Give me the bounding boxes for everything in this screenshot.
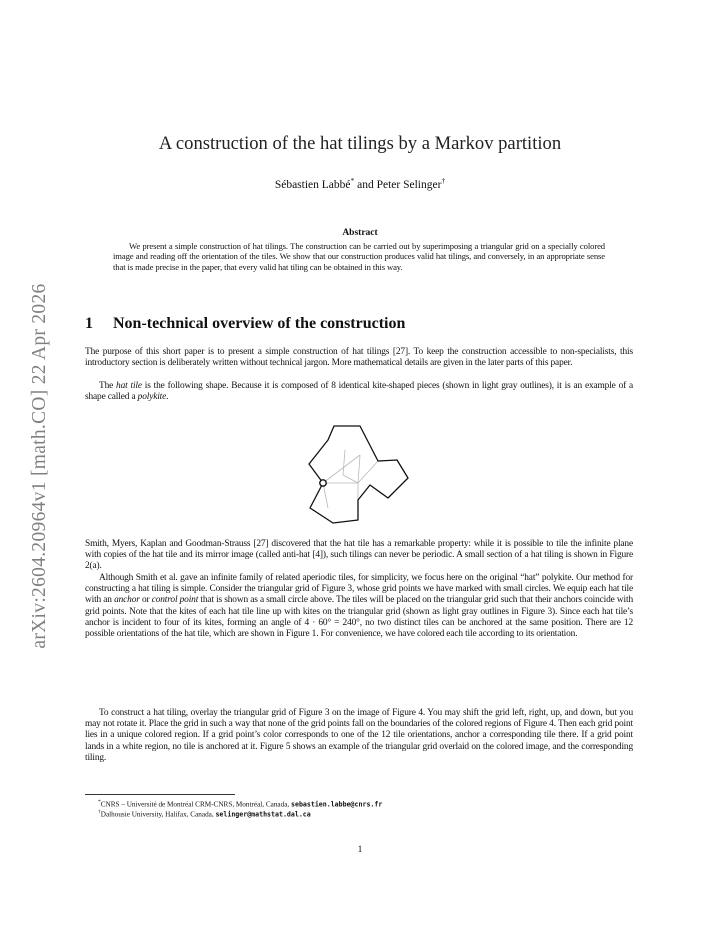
paper-title: A construction of the hat tilings by a Markov partition	[158, 133, 562, 154]
text-run: or	[139, 595, 152, 606]
text-run: that is shown as a small circle above. The tiles will be placed on the triangular grid such that their anchors coincide with grid points. Note that the kites of each hat tile line up with kites on the triangular grid (shown as light gray outlines in Figure 3). Since each hat tile’s anchor is incident to four of its kites, forming an angle of 4 · 60° = 240°, no two distinct tiles can be anchored at the same position. There are 12 possible orientations of the hat tile, which are shown in Figure 1. For convenience, we have colored each tile according to its orientation.	[85, 595, 633, 640]
abstract-text: We present a simple construction of hat tilings. The construction can be carried out by superimposing a triangular grid on a specially colored image and reading off the orientation of the tiles. We show that our construction produces valid hat tilings, and conversely, in an appropriate sense that is made precise in the paper, that every valid hat tiling can be obtained in this way.	[113, 241, 605, 272]
emphasis-hat-tile: hat tile	[116, 381, 142, 391]
kite-edge	[358, 455, 360, 483]
footnote-email: sebastien.labbe@cnrs.fr	[291, 800, 383, 809]
emphasis-anchor: anchor	[114, 595, 140, 606]
footnote-affiliation: Dalhousie University, Halifax, Canada,	[100, 810, 216, 819]
section-title: Non-technical overview of the construction	[113, 315, 406, 332]
paragraph-hat-tile	[85, 381, 633, 403]
author-footnote-mark: *	[350, 176, 355, 185]
hat-tile-figure	[300, 420, 412, 526]
author-conjunction: and	[354, 178, 377, 191]
arxiv-identifier-text: arXiv:2604.20964v1 [math.CO] 22 Apr 2026	[29, 283, 50, 649]
paragraph-construction-method	[85, 573, 633, 640]
kite-edge	[343, 450, 345, 475]
paragraph-purpose: The purpose of this short paper is to present a simple construction of hat tilings [27]. To keep the construction accessible to non-specialists, this introductory section is deliberately written without technical jargon. More mathematical details are given in the later parts of this paper.	[85, 347, 633, 369]
paragraph-aperiodic-property: Smith, Myers, Kaplan and Goodman-Strauss [27] discovered that the hat tile has a remarkable property: while it is possible to tile the infinite plane with copies of the hat tile and its mirror image (called anti-hat [4]), such tilings can never be periodic. A small section of a hat tiling is shown in Figure 2(a).	[85, 539, 633, 572]
page-number: 1	[357, 845, 363, 855]
emphasis-polykite: polykite	[137, 392, 167, 403]
text-run: Although Smith et al. gave an infinite family of related aperiodic tiles, for simplicity, we focus here on the original “hat” polykite. Our method for constructing a hat tiling is simple. Consider the triangular grid of Figure 3, whose grid points we have marked with small circles. We equip each hat tile with an	[85, 573, 633, 606]
footnote-2	[98, 808, 618, 819]
footnote-divider	[85, 794, 235, 795]
text-run: The	[99, 381, 117, 391]
footnote-email: selinger@mathstat.dal.ca	[215, 810, 311, 819]
anchor-point	[320, 480, 326, 486]
abstract-heading: Abstract	[342, 228, 378, 238]
kite-outlines	[323, 450, 378, 508]
paragraph-grid-overlay: To construct a hat tiling, overlay the triangular grid of Figure 3 on the image of Figure 4. You may shift the grid left, right, up, and down, but you may not rotate it. Place the grid in such a way that none of the grid points fall on the boundaries of the colored regions of Figure 4. Then each grid point lies in a unique colored region. If a grid point’s color corresponds to one of the 12 tile orientations, anchor a corresponding tile there. If a grid point lands in a white region, no tile is anchored at it. Figure 5 shows an example of the triangular grid overlaid on the colored image, and the corresponding tiling.	[85, 708, 633, 763]
kite-edge	[343, 475, 358, 483]
section-number: 1	[85, 315, 93, 332]
author-name: Sébastien Labbé	[274, 178, 351, 191]
author-footnote-mark: †	[441, 176, 446, 185]
author-line	[0, 176, 720, 191]
footnote-mark: *	[98, 799, 101, 805]
text-run: .	[166, 392, 169, 403]
kite-edge	[358, 461, 378, 483]
emphasis-control-point: control point	[151, 595, 199, 606]
footnote-mark: †	[98, 809, 101, 815]
text-run: is the following shape. Because it is composed of 8 identical kite-shaped pieces (shown in light gray outlines), it is an example of a shape called a	[85, 381, 633, 403]
footnote-affiliation: CNRS – Université de Montréal CRM-CNRS, Montréal, Canada,	[100, 800, 292, 809]
section-heading	[85, 315, 405, 333]
kite-edge	[323, 455, 360, 483]
author-name: Peter Selinger	[376, 178, 442, 191]
